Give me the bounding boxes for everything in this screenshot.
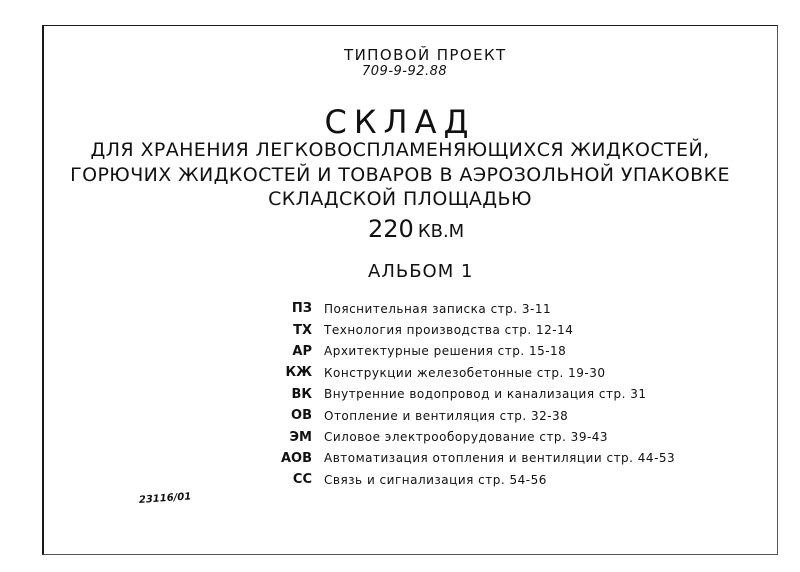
section-code: ВК <box>291 386 312 402</box>
section-code: ТХ <box>293 322 312 338</box>
section-code: АОВ <box>280 450 312 466</box>
section-text: Технология производства стр. 12-14 <box>324 323 574 338</box>
album-label: АЛЬБОМ 1 <box>368 261 474 282</box>
section-text: Внутренние водопровод и канализация стр. 31 <box>324 387 647 402</box>
section-list <box>270 298 675 491</box>
inventory-stamp: 23116/01 <box>138 491 192 506</box>
section-text: Пояснительная записка стр. 3-11 <box>324 301 552 316</box>
subtitle-line-2: ГОРЮЧИХ ЖИДКОСТЕЙ И ТОВАРОВ В АЭРОЗОЛЬНОЙ УПАКОВКЕ <box>70 164 730 186</box>
section-item <box>270 469 675 490</box>
section-code: КЖ <box>285 365 312 381</box>
area-line <box>368 215 464 243</box>
section-item <box>270 448 675 469</box>
section-text: Автоматизация отопления и вентиляции стр. 44-53 <box>324 451 676 466</box>
document-title: СКЛАД <box>324 103 476 141</box>
section-text: Отопление и вентиляция стр. 32-38 <box>324 408 569 423</box>
section-code: АР <box>292 343 312 359</box>
section-item <box>270 362 675 383</box>
section-item <box>270 405 675 426</box>
section-text: Конструкции железобетонные стр. 19-30 <box>324 365 606 380</box>
section-text: Силовое электрооборудование стр. 39-43 <box>324 430 609 445</box>
section-item <box>270 298 675 319</box>
section-item <box>270 319 675 340</box>
section-item <box>270 384 675 405</box>
section-text: Архитектурные решения стр. 15-18 <box>324 344 567 359</box>
section-code: ОВ <box>291 408 312 424</box>
section-text: Связь и сигнализация стр. 54-56 <box>324 472 547 487</box>
section-item <box>270 341 675 362</box>
section-item <box>270 426 675 447</box>
project-type-label: ТИПОВОЙ ПРОЕКТ <box>344 46 507 64</box>
section-code: ПЗ <box>291 301 312 317</box>
area-unit: КВ.М <box>417 221 465 242</box>
area-value: 220 <box>368 215 414 243</box>
section-code: ЭМ <box>289 429 312 445</box>
section-code: СС <box>292 472 312 488</box>
project-number: 709-9-92.88 <box>362 64 448 79</box>
subtitle-line-3: СКЛАДСКОЙ ПЛОЩАДЬЮ <box>268 188 532 210</box>
subtitle-line-1: ДЛЯ ХРАНЕНИЯ ЛЕГКОВОСПЛАМЕНЯЮЩИХСЯ ЖИДКОСТЕЙ, <box>90 139 710 161</box>
